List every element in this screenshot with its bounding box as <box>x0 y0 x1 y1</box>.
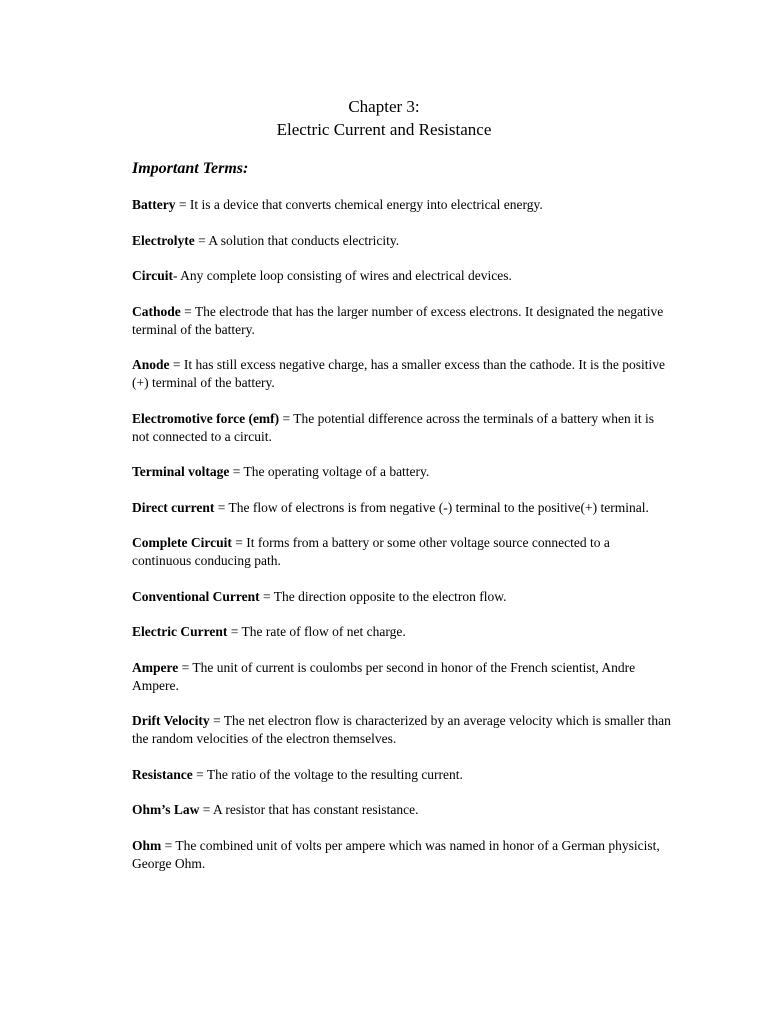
term-name: Direct current <box>132 499 215 515</box>
term-name: Electromotive force (emf) <box>132 410 280 426</box>
term-entry <box>132 196 672 214</box>
term-name: Battery <box>132 197 176 212</box>
term-definition: The direction opposite to the electron flow. <box>273 588 507 604</box>
term-name: Conventional Current <box>132 588 260 604</box>
term-definition: The unit of current is coulombs per second in honor of the French scientist, Andre Ampere. <box>132 659 636 693</box>
term-entry <box>132 623 672 641</box>
term-name: Terminal voltage <box>132 464 230 479</box>
term-entry <box>132 534 672 570</box>
term-separator: = <box>161 837 176 853</box>
term-definition: Any complete loop consisting of wires and electrical devices. <box>180 268 512 283</box>
terms-list <box>132 196 672 890</box>
term-entry <box>132 356 672 392</box>
term-definition: The operating voltage of a battery. <box>243 464 430 479</box>
term-definition: The rate of flow of net charge. <box>241 624 406 639</box>
term-separator: - <box>173 268 181 283</box>
term-definition: The potential difference across the terminals of a battery when it is not connected to a circuit. <box>132 410 655 444</box>
chapter-title <box>0 95 768 141</box>
term-separator: = <box>175 197 190 212</box>
term-separator: = <box>229 464 244 479</box>
term-entry <box>132 267 672 285</box>
term-name: Ampere <box>132 659 179 675</box>
term-definition: It is a device that converts chemical energy into electrical energy. <box>189 197 543 212</box>
term-entry <box>132 766 672 784</box>
term-entry <box>132 659 672 695</box>
term-entry <box>132 837 672 873</box>
term-separator: = <box>214 499 229 515</box>
term-separator: = <box>209 713 224 728</box>
chapter-number: Chapter 3: <box>348 97 420 116</box>
term-entry <box>132 463 672 481</box>
term-separator: = <box>231 535 247 550</box>
section-heading: Important Terms: <box>132 160 249 177</box>
term-definition: A resistor that has constant resistance. <box>213 802 419 817</box>
term-name: Ohm’s Law <box>132 802 200 817</box>
term-name: Resistance <box>132 766 193 782</box>
term-name: Ohm <box>132 837 162 853</box>
term-name: Complete Circuit <box>132 535 232 550</box>
chapter-name: Electric Current and Resistance <box>276 120 492 139</box>
term-separator: = <box>259 588 274 604</box>
term-separator: = <box>194 232 209 248</box>
term-entry <box>132 712 672 748</box>
term-name: Circuit <box>132 268 173 283</box>
term-entry <box>132 588 672 606</box>
term-definition: The electrode that has the larger number of excess electrons. It designated the negative terminal of the battery. <box>132 303 664 337</box>
term-entry <box>132 499 672 517</box>
term-name: Electrolyte <box>132 232 195 248</box>
term-definition: The ratio of the voltage to the resulting current. <box>206 766 463 782</box>
term-definition: The flow of electrons is from negative (-) terminal to the positive(+) terminal. <box>228 499 649 515</box>
term-definition: It forms from a battery or some other voltage source connected to a continuous conducing path. <box>132 535 610 568</box>
term-name: Cathode <box>132 303 181 319</box>
term-separator: = <box>180 303 195 319</box>
term-separator: = <box>199 802 214 817</box>
term-definition: It has still excess negative charge, has a smaller excess than the cathode. It is the positive (+) terminal of the battery. <box>132 357 665 390</box>
term-definition: The net electron flow is characterized by an average velocity which is smaller than the random velocities of the electron themselves. <box>132 713 671 746</box>
term-entry <box>132 303 672 339</box>
term-definition: A solution that conducts electricity. <box>208 232 400 248</box>
term-separator: = <box>192 766 207 782</box>
term-definition: The combined unit of volts per ampere which was named in honor of a German physicist, George Ohm. <box>132 837 660 871</box>
term-separator: = <box>227 624 242 639</box>
term-separator: = <box>279 410 294 426</box>
term-name: Drift Velocity <box>132 713 210 728</box>
term-separator: = <box>169 357 184 372</box>
term-name: Anode <box>132 357 170 372</box>
term-entry <box>132 410 672 446</box>
term-entry <box>132 801 672 819</box>
term-separator: = <box>178 659 193 675</box>
term-name: Electric Current <box>132 624 228 639</box>
term-entry <box>132 232 672 250</box>
